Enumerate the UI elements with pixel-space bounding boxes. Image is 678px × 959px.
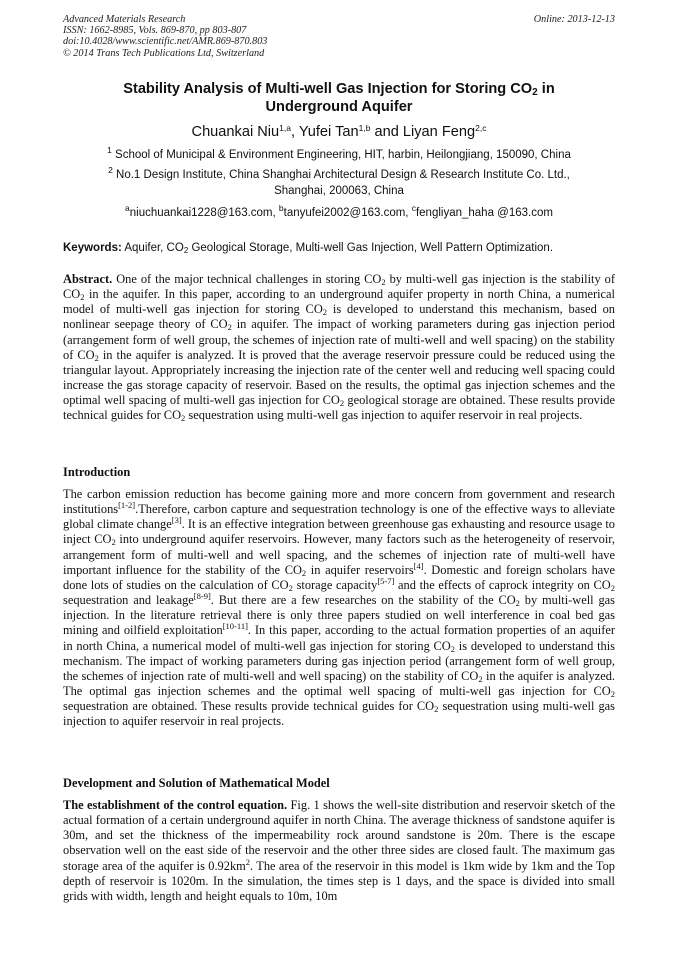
abstract-text: in aquifer. The impact of working parameters during gas injection period (arrangement form of well group, the schemes of injection rate of multi-well and well spacing) on the stability of CO xyxy=(63,317,615,362)
subscript: 2 xyxy=(111,537,116,548)
body-text: by multi-well gas injection. In the literature retrieval there is only three papers studied on well interference in coal bed gas mining and oilfield exploitation xyxy=(63,593,615,638)
title-line-2: Underground Aquifer xyxy=(265,99,413,115)
body-text: is developed to understand this mechanism. The impact of working parameters during gas injection period (arrangement form of well group, the schemes of injection rate of multi-well and well spacing) on the stability of CO xyxy=(63,638,616,683)
paper-title xyxy=(63,80,615,116)
issn-line: ISSN: 1662-8985, Vols. 869-870, pp 803-807 xyxy=(63,25,247,37)
abstract-text: in the aquifer is analyzed. It is proved that the average reservoir pressure could be reduced using the triangular layout. Appropriately increasing the injection rate of the center well and reducing well spacing could increase the gas storage capacity of reservoir. Based on the results, the optimal gas injection schemes and the optimal well spacing of multi-well gas injection for CO xyxy=(63,347,615,408)
keywords-label: Keywords: xyxy=(63,242,122,254)
subscript: 2 xyxy=(339,398,345,409)
subscript: 2 xyxy=(288,582,293,593)
author-affiliation-marker: 2,c xyxy=(475,123,487,133)
body-text: sequestration are obtained. These results provide technical guides for CO xyxy=(63,699,435,714)
abstract-text: is developed to understand this mechanism, based on nonlinear seepage theory of CO xyxy=(63,302,616,332)
abstract-text: in the aquifer. In this paper, according to an underground aquifer property in north China, a numerical model of multi-well gas injection for storing CO xyxy=(63,287,615,317)
email-marker: c xyxy=(411,203,416,213)
keywords-text: Aquifer, CO xyxy=(121,242,184,254)
email-line xyxy=(63,203,615,222)
body-text: Fig. 1 shows the well-site distribution and reservoir sketch of the actual formation of a certain underground aquifer in north China. The average thickness of sandstone aquifer is 30m, and set the thickness of the impermeability rock around sandstone is 20m. There is the escape observation well on the east side of the reservoir and the other three sides are closed fault. The maximum gas storage area of the aquifer is 0.92km xyxy=(63,798,616,873)
subscript: 2 xyxy=(301,567,307,578)
affiliation-2 xyxy=(63,165,615,199)
online-date: Online: 2013-12-13 xyxy=(533,14,615,25)
email-address: fengliyan_haha @163.com xyxy=(415,207,553,219)
subscript: 2 xyxy=(322,307,328,318)
subscript: 2 xyxy=(183,246,189,255)
author-name: and Liyan Feng xyxy=(370,124,476,140)
subscript: 2 xyxy=(181,413,186,424)
abstract-label: Abstract. xyxy=(63,272,113,286)
author-affiliation-marker: 1,b xyxy=(358,123,371,133)
email-marker: a xyxy=(125,203,130,213)
citation: [1-2] xyxy=(118,500,136,511)
body-text: in the aquifer is analyzed. The optimal gas injection schemes and the optimal well spacing of multi-well gas injection for CO xyxy=(63,668,615,699)
affiliation-text: Shanghai, 200063, China xyxy=(274,184,404,197)
subscript: 2 xyxy=(610,689,615,700)
body-text: The carbon emission reduction has become gaining more and more concern from government and research institutions xyxy=(63,487,615,517)
introduction-body xyxy=(63,487,615,730)
journal-header xyxy=(63,14,615,59)
author-name: , Yufei Tan xyxy=(290,124,359,140)
body-text: and the effects of caprock integrity on CO xyxy=(394,577,611,592)
body-text: . In this paper, according to the actual formation properties of an aquifer in north China, a numerical model of multi-well gas injection for storing CO xyxy=(63,623,615,653)
subscript: 2 xyxy=(227,322,232,333)
body-text: into underground aquifer reservoirs. However, many factors such as the heterogeneity of reservoir, arrangement form of multi-well and well spacing, and the schemes of injection rate of multi-well have important influence for the stability of the CO xyxy=(63,532,615,577)
subscript: 2 xyxy=(381,277,386,287)
copyright-line: © 2014 Trans Tech Publications Ltd, Switzerland xyxy=(63,47,265,59)
body-text: . Domestic and foreign scholars have done lots of studies on the calculation of CO xyxy=(63,562,615,592)
doi-line: doi:10.4028/www.scientific.net/AMR.869-870.803 xyxy=(63,36,268,48)
subscript: 2 xyxy=(610,582,616,593)
keywords xyxy=(63,241,615,256)
subscript: 2 xyxy=(478,673,483,684)
title-sub: 2 xyxy=(532,87,538,98)
title-part: Stability Analysis of Multi-well Gas Injection for Storing CO xyxy=(123,81,533,97)
affiliation-marker: 2 xyxy=(108,165,113,175)
abstract xyxy=(63,272,615,424)
author-list xyxy=(63,123,615,141)
author-affiliation-marker: 1,a xyxy=(279,123,291,133)
section-heading-model: Development and Solution of Mathematical Model xyxy=(63,776,330,790)
body-text: storage capacity xyxy=(292,577,378,592)
affiliation-text: No.1 Design Institute, China Shanghai Architectural Design & Research Institute Co. Ltd., xyxy=(112,169,570,181)
journal-name: Advanced Materials Research xyxy=(63,14,186,25)
title-part: in xyxy=(537,81,555,97)
subscript: 2 xyxy=(450,643,456,654)
citation: [4] xyxy=(413,560,424,571)
citation: [5-7] xyxy=(377,575,395,586)
citation: [8-9] xyxy=(193,591,211,602)
citation: [10-11] xyxy=(222,621,248,632)
abstract-text: One of the major technical challenges in storing CO xyxy=(112,272,382,286)
keywords-text: Geological Storage, Multi-well Gas Injection, Well Pattern Optimization. xyxy=(188,242,554,254)
body-text: . But there are a few researches on the stability of the CO xyxy=(210,593,516,608)
body-text: .Therefore, carbon capture and sequestration technology is one of the effective ways to alleviate global climate change xyxy=(63,502,615,532)
subscript: 2 xyxy=(515,598,520,609)
body-text: . The area of the reservoir in this model is 1km wide by 1km and the Top depth of reservoir is 1020m. In the simulation, the times step is 1 days, and the space is divided into small grids with width, length and height equals to 10m, 10m xyxy=(63,858,615,903)
abstract-text: by multi-well gas injection is the stability of CO xyxy=(63,272,616,302)
abstract-text: geological storage are obtained. These results provide technical guides for CO xyxy=(63,393,615,423)
email-address: niuchuankai1228@163.com, xyxy=(129,207,276,219)
affiliation-1 xyxy=(63,145,615,164)
email-marker: b xyxy=(278,203,284,213)
affiliation-marker: 1 xyxy=(107,145,112,155)
body-text: sequestration using multi-well gas injection to aquifer reservoir in real projects. xyxy=(63,699,615,729)
body-text: in aquifer reservoirs xyxy=(306,562,414,577)
subscript: 2 xyxy=(434,704,439,715)
subscript: 2 xyxy=(94,352,99,363)
section-heading-introduction: Introduction xyxy=(63,465,131,479)
subscript: 2 xyxy=(80,292,85,303)
body-text: sequestration and leakage xyxy=(63,593,194,608)
affiliation-text: School of Municipal & Environment Engineering, HIT, harbin, Heilongjiang, 150090, China xyxy=(111,149,571,161)
model-body xyxy=(63,798,615,904)
author-name: Chuankai Niu xyxy=(191,124,280,140)
superscript: 2 xyxy=(245,856,251,867)
email-address: tanyufei2002@163.com, xyxy=(283,207,409,219)
subsection-heading: The establishment of the control equation. xyxy=(63,798,288,812)
body-text: . It is an effective integration between greenhouse gas exhausting and resource usage to inject CO xyxy=(63,517,615,547)
citation: [3] xyxy=(171,515,182,526)
abstract-text: sequestration using multi-well gas injection to aquifer reservoir in real projects. xyxy=(185,408,583,423)
